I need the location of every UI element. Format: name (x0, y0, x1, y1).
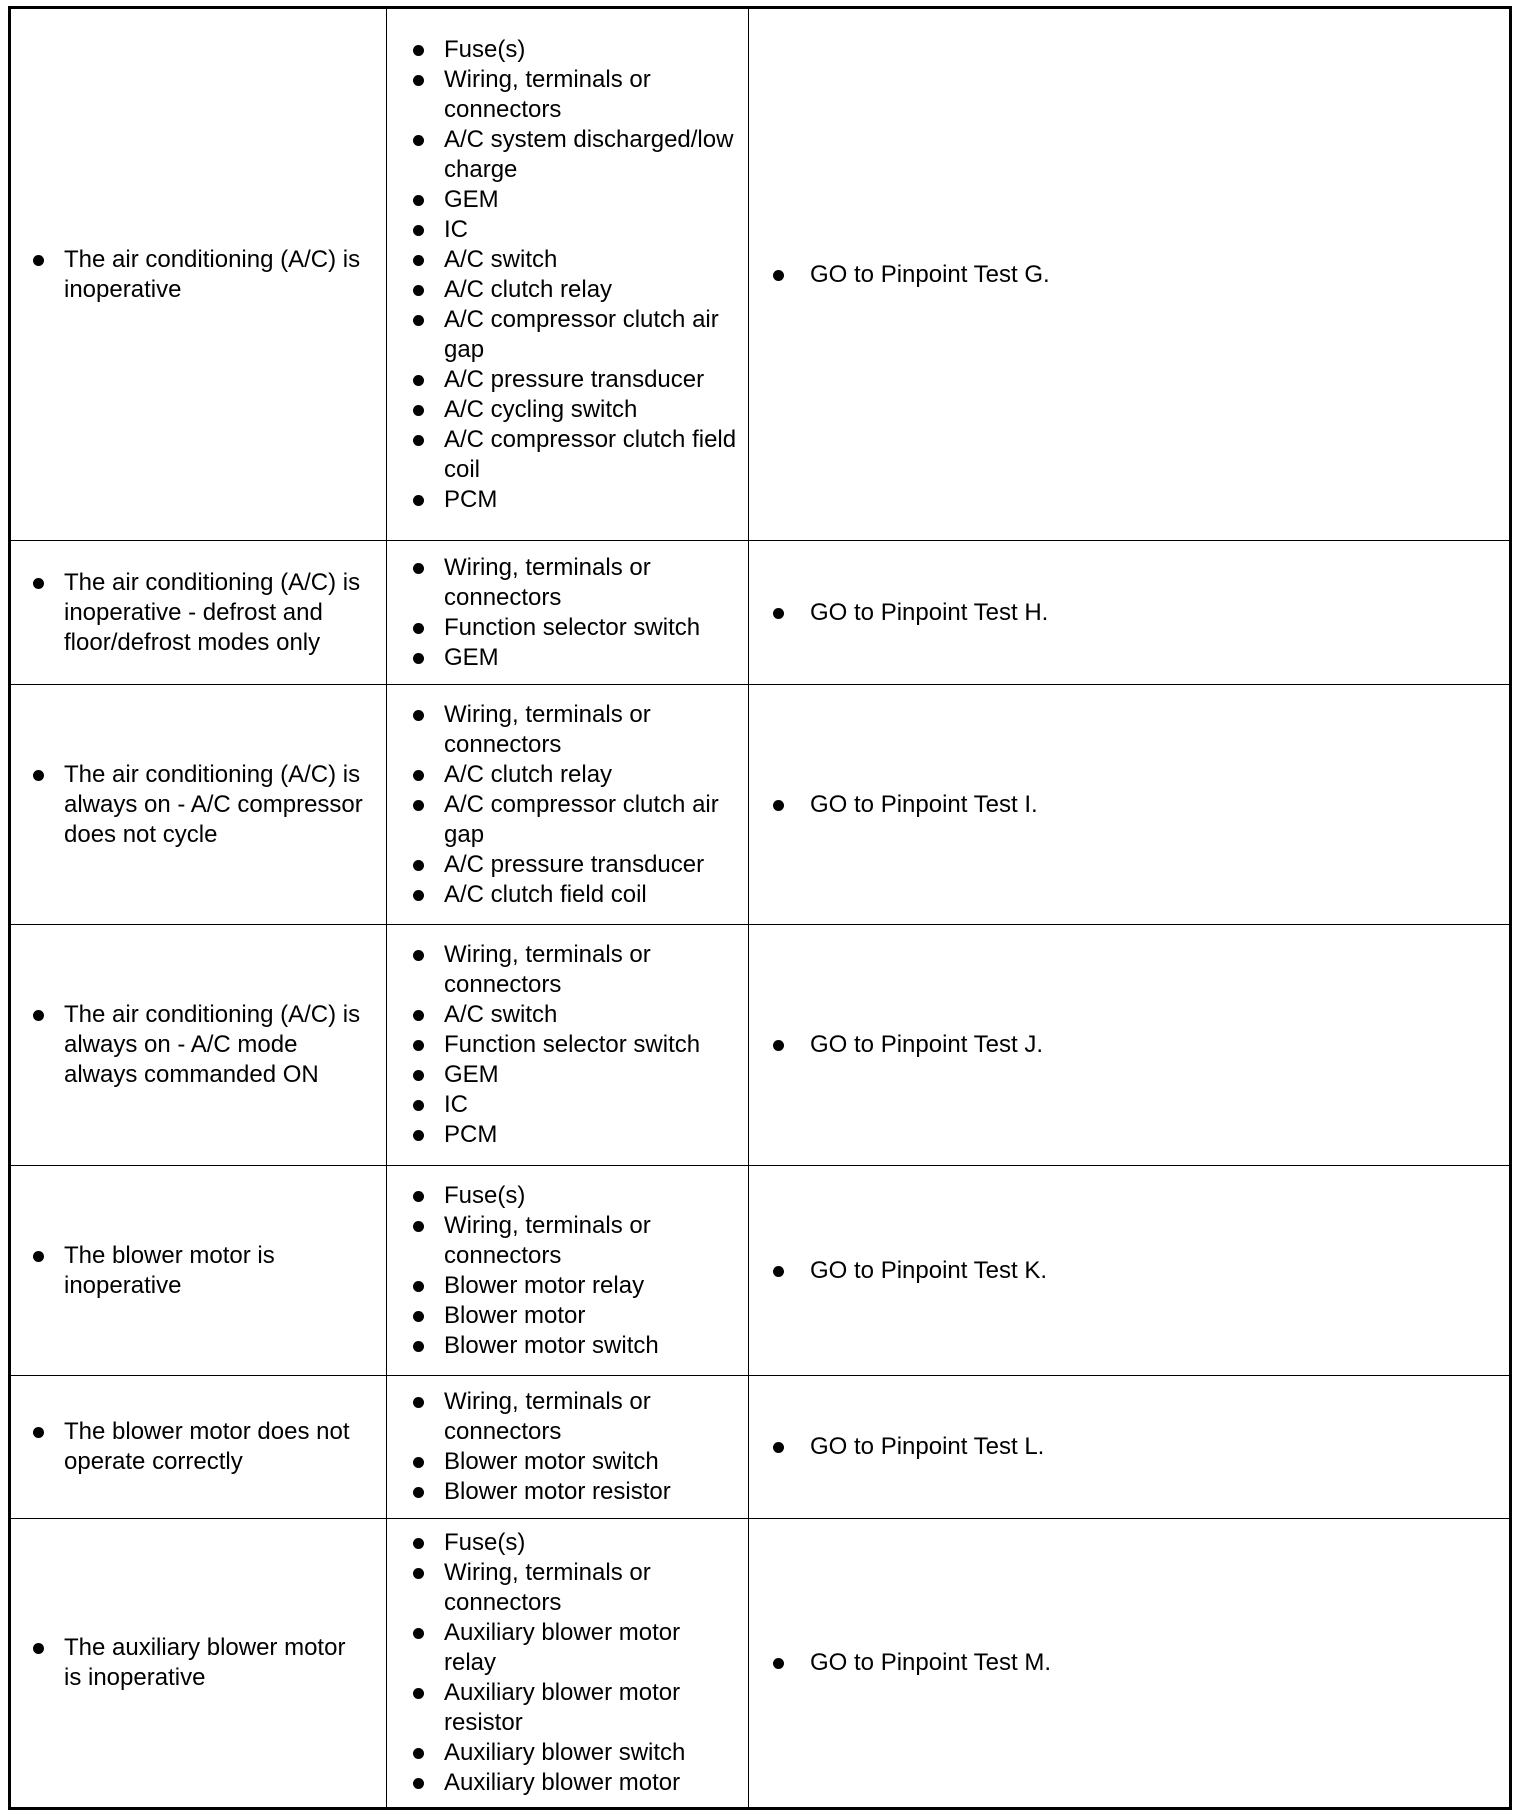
source-item: PCM (413, 485, 743, 515)
action-cell (749, 1166, 1509, 1375)
source-item: Blower motor (413, 1301, 743, 1331)
symptom-text: The air conditioning (A/C) is always on - A/C compressor does not cycle (33, 760, 377, 850)
table-row (11, 9, 1509, 541)
action-cell (749, 9, 1509, 540)
action-cell (749, 1376, 1509, 1518)
symptom-cell (11, 1376, 387, 1518)
source-cell (387, 1166, 749, 1375)
symptom-text: The air conditioning (A/C) is always on - A/C mode always commanded ON (33, 1000, 377, 1090)
action-text: GO to Pinpoint Test L. (773, 1432, 1044, 1462)
table-row (11, 1376, 1509, 1519)
source-item: A/C clutch field coil (413, 880, 743, 910)
action-text: GO to Pinpoint Test G. (773, 260, 1050, 290)
source-item: Wiring, terminals or connectors (413, 1558, 713, 1618)
source-cell (387, 685, 749, 924)
source-item: A/C compressor clutch air gap (413, 305, 743, 365)
source-item: Fuse(s) (413, 1528, 713, 1558)
source-item: GEM (413, 643, 743, 673)
action-text: GO to Pinpoint Test H. (773, 598, 1048, 628)
source-item: Blower motor switch (413, 1331, 743, 1361)
symptom-text: The air conditioning (A/C) is inoperative (33, 245, 377, 305)
source-item: A/C compressor clutch field coil (413, 425, 743, 485)
action-text: GO to Pinpoint Test J. (773, 1030, 1043, 1060)
symptom-text: The auxiliary blower motor is inoperative (33, 1633, 353, 1693)
symptom-cell (11, 1519, 387, 1807)
source-item: A/C clutch relay (413, 275, 743, 305)
source-cell (387, 541, 749, 684)
action-cell (749, 925, 1509, 1165)
symptom-cell (11, 925, 387, 1165)
source-item: Auxiliary blower motor resistor (413, 1678, 713, 1738)
symptom-text: The blower motor does not operate correctly (33, 1417, 377, 1477)
symptom-chart-table (8, 6, 1512, 1810)
source-item: Fuse(s) (413, 1181, 743, 1211)
source-item: GEM (413, 1060, 743, 1090)
source-item: IC (413, 1090, 743, 1120)
table-row (11, 685, 1509, 925)
source-item: A/C system discharged/low charge (413, 125, 743, 185)
source-item: Wiring, terminals or connectors (413, 553, 743, 613)
source-item: A/C cycling switch (413, 395, 743, 425)
table-row (11, 925, 1509, 1166)
action-text: GO to Pinpoint Test K. (773, 1256, 1047, 1286)
source-cell (387, 925, 749, 1165)
table-row (11, 1519, 1509, 1807)
action-text: GO to Pinpoint Test I. (773, 790, 1038, 820)
source-item: PCM (413, 1120, 743, 1150)
source-item: Blower motor resistor (413, 1477, 743, 1507)
table-row (11, 541, 1509, 685)
source-item: A/C switch (413, 245, 743, 275)
symptom-cell (11, 685, 387, 924)
source-item: A/C compressor clutch air gap (413, 790, 743, 850)
action-cell (749, 685, 1509, 924)
source-item: Wiring, terminals or connectors (413, 940, 743, 1000)
source-item: Wiring, terminals or connectors (413, 1211, 743, 1271)
source-cell (387, 1519, 749, 1807)
symptom-text: The blower motor is inoperative (33, 1241, 333, 1301)
source-item: Wiring, terminals or connectors (413, 1387, 743, 1447)
symptom-text: The air conditioning (A/C) is inoperative - defrost and floor/defrost modes only (33, 568, 377, 658)
source-item: IC (413, 215, 743, 245)
source-item: A/C pressure transducer (413, 365, 743, 395)
table-row (11, 1166, 1509, 1376)
source-item: Auxiliary blower motor (413, 1768, 713, 1798)
source-item: Wiring, terminals or connectors (413, 65, 743, 125)
source-cell (387, 9, 749, 540)
source-item: A/C switch (413, 1000, 743, 1030)
source-cell (387, 1376, 749, 1518)
action-cell (749, 1519, 1509, 1807)
source-item: Fuse(s) (413, 35, 743, 65)
source-item: A/C clutch relay (413, 760, 743, 790)
symptom-cell (11, 1166, 387, 1375)
source-item: Blower motor switch (413, 1447, 743, 1477)
source-item: A/C pressure transducer (413, 850, 743, 880)
source-item: Function selector switch (413, 613, 743, 643)
symptom-cell (11, 9, 387, 540)
source-item: Auxiliary blower switch (413, 1738, 713, 1768)
action-cell (749, 541, 1509, 684)
action-text: GO to Pinpoint Test M. (773, 1648, 1051, 1678)
source-item: Auxiliary blower motor relay (413, 1618, 713, 1678)
source-item: Blower motor relay (413, 1271, 743, 1301)
source-item: Wiring, terminals or connectors (413, 700, 743, 760)
source-item: Function selector switch (413, 1030, 743, 1060)
symptom-cell (11, 541, 387, 684)
source-item: GEM (413, 185, 743, 215)
